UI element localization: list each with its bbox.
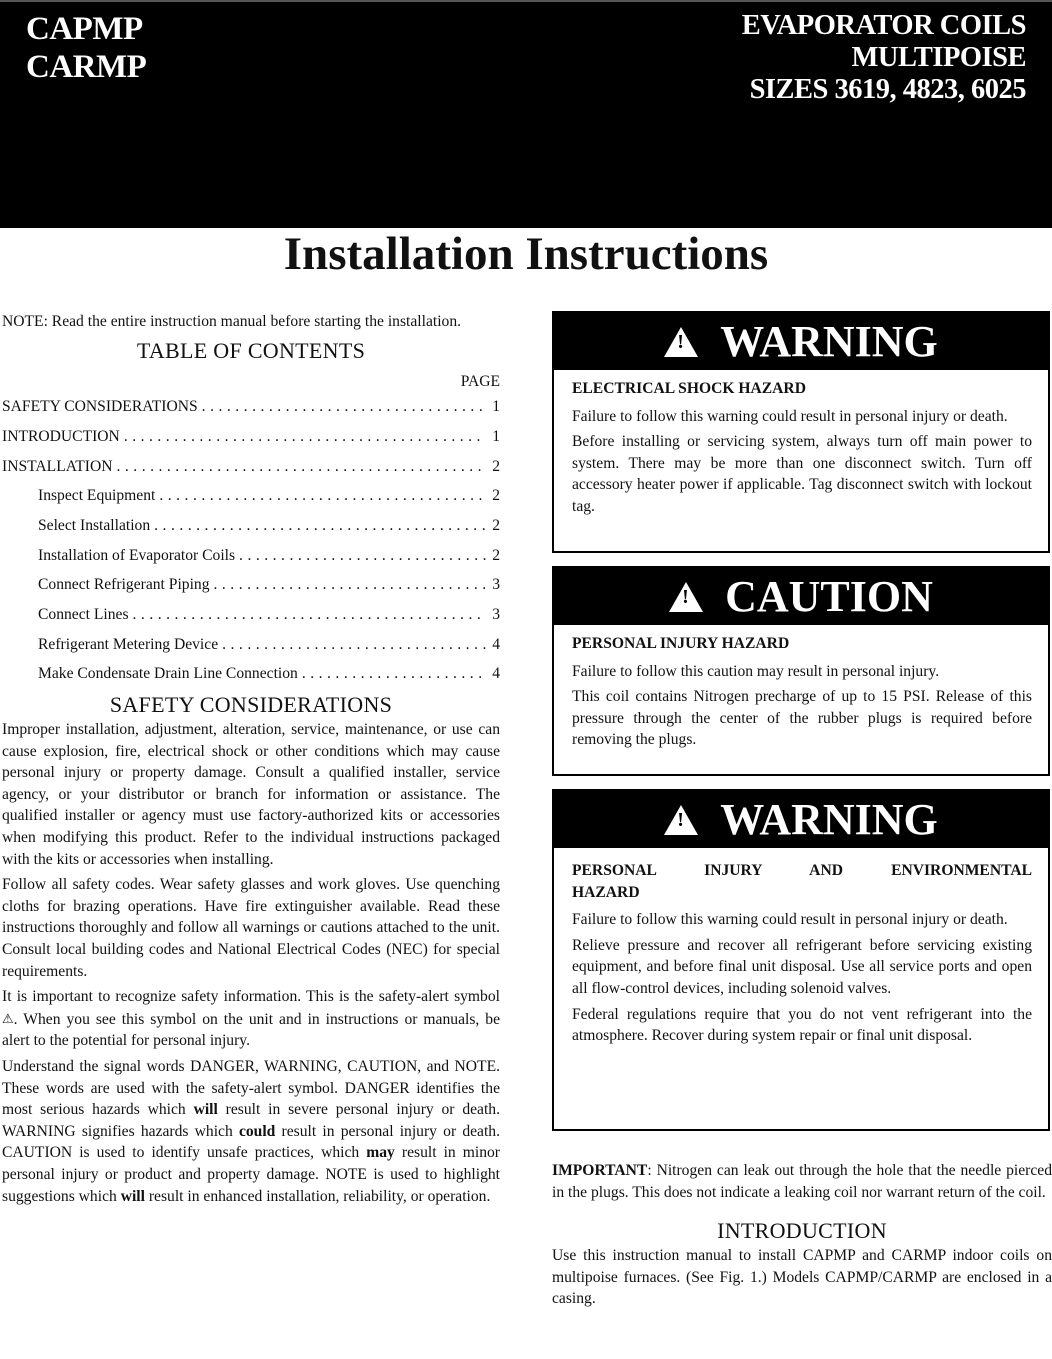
bold-text: will — [193, 1101, 218, 1119]
warning-triangle-icon — [664, 327, 698, 357]
left-column — [2, 311, 500, 1211]
caution-triangle-icon — [669, 582, 703, 612]
toc-item[interactable] — [2, 392, 500, 422]
text: result in minor personal injury or product and property damage. NOTE is used to highlight suggestions which — [2, 1144, 500, 1205]
product-line: EVAPORATOR COILS — [741, 10, 1026, 41]
toc-item[interactable] — [2, 541, 500, 571]
table-of-contents — [2, 392, 500, 689]
toc-leader-dots — [222, 630, 486, 660]
toc-leader-dots — [239, 541, 486, 571]
toc-item-page: 2 — [492, 487, 500, 505]
toc-leader-dots — [302, 659, 486, 689]
note: NOTE: Read the entire instruction manual before starting the installation. — [2, 313, 462, 330]
model-names — [26, 10, 146, 86]
toc-item-page: 2 — [492, 546, 500, 564]
text: It is important to recognize safety information. This is the safety-alert symbol — [2, 988, 500, 1006]
toc-item[interactable] — [2, 600, 500, 630]
product-description — [742, 10, 1026, 106]
toc-item-page: 1 — [492, 427, 500, 445]
bold-text: will — [120, 1187, 145, 1205]
toc-item-title: Installation of Evaporator Coils — [38, 541, 239, 571]
box-text: Before installing or servicing system, always turn off main power to system. There may be more than one disconnect switch. Turn off accessory heater power if applicable. Tag disconnect switch with lockout tag. — [572, 433, 1032, 515]
text: Understand the signal words DANGER, WARNING, CAUTION, and NOTE. These words are used with the safety-alert symbol. DANGER identifies the most serious hazards which — [2, 1057, 500, 1119]
box-text: Failure to follow this warning could result in personal injury or death. — [572, 407, 1008, 425]
toc-item[interactable] — [2, 511, 500, 541]
caution-box — [552, 566, 1050, 776]
toc-item-page: 4 — [492, 665, 500, 683]
toc-item-page: 2 — [492, 457, 500, 475]
toc-item-page: 3 — [492, 576, 500, 594]
box-header — [554, 791, 1048, 848]
toc-item[interactable] — [2, 659, 500, 689]
safety-heading: SAFETY CONSIDERATIONS — [109, 692, 393, 718]
right-lower-column — [552, 1160, 1052, 1314]
safety-paragraph: Improper installation, adjustment, alteration, service, maintenance, or use can cause explosion, fire, electrical shock or other conditions which may cause personal injury or property damage. Consult a qualified installer, service agency, or your distributor or branch for information or assistance. The qualified installer or agency must use factory-authorized kits or accessories when modifying this product. Refer to the individual instructions packaged with the kits or accessories when installing. — [2, 721, 500, 868]
toc-item-title: Connect Refrigerant Piping — [38, 570, 214, 600]
signal-words-paragraph — [2, 1056, 500, 1207]
toc-item[interactable] — [2, 570, 500, 600]
box-text: Failure to follow this caution may result in personal injury. — [572, 662, 940, 680]
toc-leader-dots — [154, 511, 486, 541]
text: result in enhanced installation, reliability, or operation. — [144, 1187, 491, 1205]
box-header — [554, 313, 1048, 370]
model-name: CAPMP — [26, 11, 143, 47]
toc-leader-dots — [214, 570, 487, 600]
toc-leader-dots — [202, 392, 487, 422]
toc-item[interactable] — [2, 630, 500, 660]
toc-item-page: 2 — [492, 516, 500, 534]
toc-item[interactable] — [2, 422, 500, 452]
bold-text: may — [366, 1144, 395, 1162]
hazard-title: PERSONAL INJURY HAZARD — [572, 635, 790, 652]
text: : Nitrogen can leak out through the hole that the needle pierced in the plugs. This does not indicate a leaking coil nor warrant return of the coil. — [552, 1162, 1052, 1201]
header-banner — [0, 0, 1052, 228]
box-label: CAUTION — [725, 571, 933, 621]
document-title: Installation Instructions — [283, 228, 769, 280]
bold-text: could — [238, 1122, 276, 1140]
introduction-text: Use this instruction manual to install CAPMP and CARMP indoor coils on multipoise furnaces. (See Fig. 1.) Models CAPMP/CARMP are enclosed in a casing. — [552, 1247, 1052, 1308]
toc-leader-dots — [124, 422, 486, 452]
hazard-title: ELECTRICAL SHOCK HAZARD — [572, 380, 806, 397]
toc-item[interactable] — [2, 481, 500, 511]
safety-alert-icon: ⚠ — [2, 1010, 14, 1026]
hazard-title: PERSONAL INJURY AND ENVIRONMENTAL HAZARD — [572, 862, 1032, 901]
toc-item-page: 3 — [492, 606, 500, 623]
box-text: Federal regulations require that you do not vent refrigerant into the atmosphere. Recover during system repair or final unit disposal. — [572, 1005, 1032, 1045]
warning-box-electrical — [552, 311, 1050, 553]
toc-item-title: Select Installation — [38, 511, 154, 541]
introduction-heading: INTRODUCTION — [717, 1218, 887, 1244]
toc-leader-dots — [133, 600, 487, 630]
toc-item-title: Refrigerant Metering Device — [38, 630, 222, 660]
toc-item-title: Make Condensate Drain Line Connection — [38, 659, 302, 689]
toc-item-title: INTRODUCTION — [2, 422, 124, 452]
toc-item-title: Connect Lines — [38, 600, 133, 630]
toc-item[interactable] — [2, 452, 500, 482]
box-text: Relieve pressure and recover all refrigerant before servicing existing equipment, and before final unit disposal. Use all service ports and open all flow-control devices, including solenoid valves. — [572, 936, 1032, 997]
warning-triangle-icon — [664, 805, 698, 835]
toc-heading: TABLE OF CONTENTS — [136, 337, 366, 363]
toc-item-title: SAFETY CONSIDERATIONS — [2, 392, 202, 422]
text: result in personal injury or death. CAUTION is used to identify unsafe practices, which — [2, 1122, 500, 1162]
warning-box-environmental — [552, 789, 1050, 1131]
box-header — [554, 568, 1048, 625]
model-name: CARMP — [26, 49, 147, 85]
box-label: WARNING — [720, 316, 938, 366]
text: result in severe personal injury or death. WARNING signifies hazards which — [2, 1101, 501, 1140]
box-text: This coil contains Nitrogen precharge of up to 15 PSI. Release of this pressure through the center of the rubber plugs is required before removing the plugs. — [572, 688, 1032, 749]
toc-leader-dots — [159, 481, 486, 511]
toc-item-page: 1 — [492, 398, 500, 416]
product-line: MULTIPOISE — [851, 42, 1026, 73]
toc-item-title: INSTALLATION — [2, 452, 117, 482]
important-label: IMPORTANT — [552, 1162, 648, 1179]
toc-page-label: PAGE — [460, 372, 500, 390]
box-label: WARNING — [720, 794, 938, 844]
toc-item-page: 4 — [492, 635, 500, 653]
toc-leader-dots — [117, 452, 487, 482]
safety-paragraph: Follow all safety codes. Wear safety glasses and work gloves. Use quenching cloths for brazing operations. Have fire extinguisher available. Read these instructions thoroughly and follow all warnings or cautions attached to the unit. Consult local building codes and National Electrical Codes (NEC) for special requirements. — [2, 876, 500, 980]
product-line: SIZES 3619, 4823, 6025 — [749, 74, 1026, 105]
box-text: Failure to follow this warning could result in personal injury or death. — [572, 911, 1008, 929]
text: . When you see this symbol on the unit and in instructions or manuals, be alert to the potential for personal injury. — [2, 1010, 500, 1050]
toc-item-title: Inspect Equipment — [38, 481, 159, 511]
important-note — [552, 1160, 1052, 1203]
safety-paragraph — [2, 986, 500, 1052]
